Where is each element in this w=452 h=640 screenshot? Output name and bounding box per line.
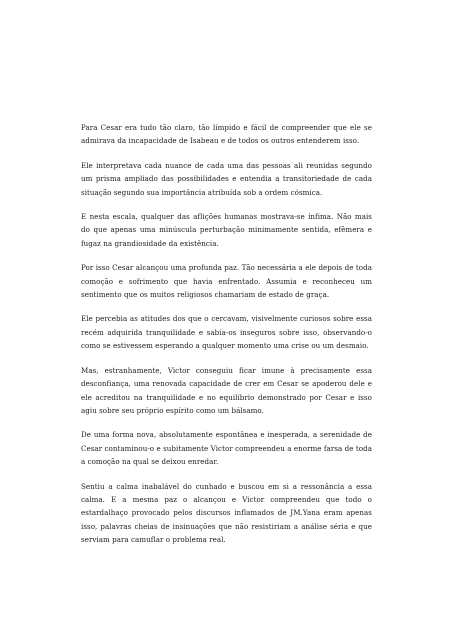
body-text <box>81 121 372 547</box>
paragraph-8: Sentiu a calma inabalável do cunhado e buscou em si a ressonância a essa calma. E a mesma paz o alcançou e Victor compreendeu que todo o estardalhaço provocado pelos discursos inflamados de JM.Yana eram apenas isso, palavras cheias de insinuações que não resistiriam a análise séria e que serviam para camuflar o problema real. <box>81 481 372 545</box>
paragraph-3: E nesta escala, qualquer das aflições humanas mostrava-se ínfima. Não mais do que apenas uma minúscula perturbação minimamente sentida, efêmera e fugaz na grandiosidade da existência. <box>81 212 372 248</box>
paragraph-2: Ele interpretava cada nuance de cada uma das pessoas ali reunidas segundo um prisma ampliado das possibilidades e entendia a transitoriedade de cada situação segundo sua importância atribuída sob a ordem cósmica. <box>81 160 372 197</box>
paragraph-5: Ele percebia as atitudes dos que o cercavam, visivelmente curiosos sobre essa recém adquirida tranquilidade e sabia-os inseguros sobre isso, observando-o como se estivessem esperando a qualquer momento uma crise ou um desmaio. <box>81 314 372 351</box>
paragraph-1: Para Cesar era tudo tão claro, tão límpido e fácil de compreender que ele se admirava da incapacidade de Isabeau e de todos os outros entenderem isso. <box>81 123 372 146</box>
paragraph-4: Por isso Cesar alcançou uma profunda paz. Tão necessária a ele depois de toda comoção e sofrimento que havia enfrentado. Assumia e reconheceu um sentimento que os muitos religiosos chamariam de estado de graça. <box>81 263 372 300</box>
paragraph-6: Mas, estranhamente, Victor conseguiu ficar imune à precisamente essa desconfiança, uma renovada capacidade de crer em Cesar se apoderou dele e ele acreditou na tranquilidade e no equilíbrio demonstrado por Cesar e isso agiu sobre seu próprio espírito como um bálsamo. <box>81 365 372 415</box>
paragraph-7: De uma forma nova, absolutamente espontânea e inesperada, a serenidade de Cesar contaminou-o e subitamente Victor compreendeu a enorme farsa de toda a comoção na qual se deixou enredar. <box>81 430 372 467</box>
